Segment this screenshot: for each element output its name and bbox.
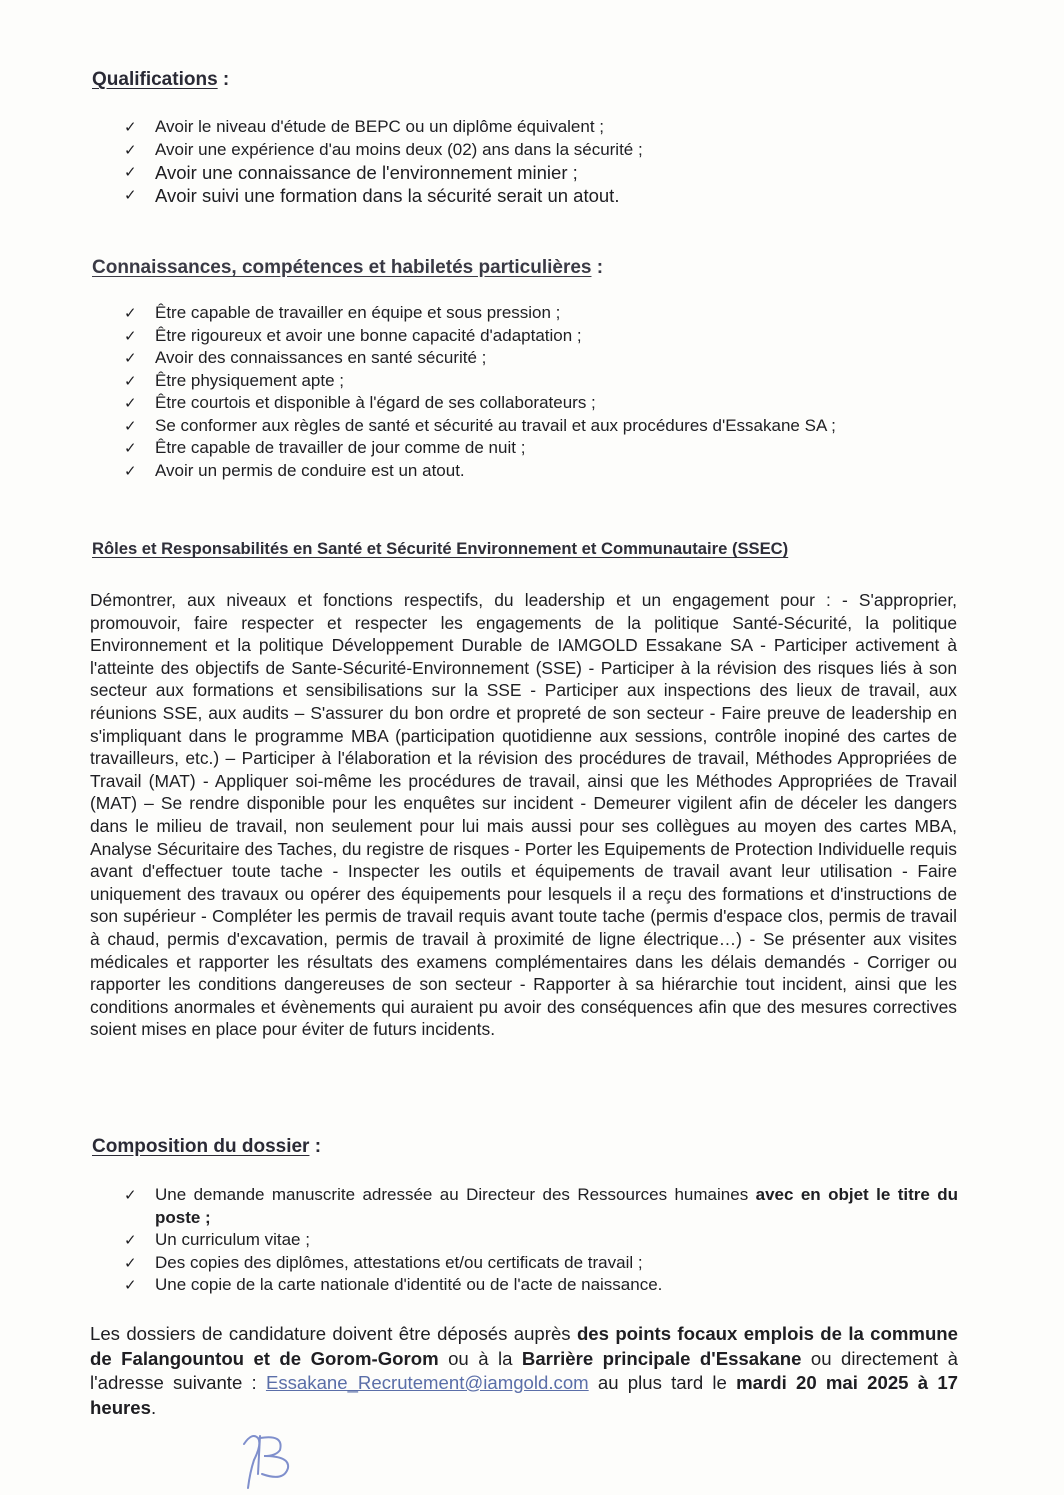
list-item: ✓ Être rigoureux et avoir une bonne capacité d'adaptation ; <box>124 325 836 348</box>
recruitment-email-link[interactable]: Essakane_Recrutement@iamgold.com <box>265 1372 589 1393</box>
checkmark-icon: ✓ <box>124 394 137 412</box>
list-item: ✓ Des copies des diplômes, attestations et/ou certificats de travail ; <box>124 1252 958 1275</box>
dossier-heading: Composition du dossier : <box>92 1136 322 1157</box>
handwritten-initials-icon <box>238 1430 308 1492</box>
checkmark-icon: ✓ <box>124 326 137 345</box>
list-item: ✓ Avoir une expérience d'au moins deux (02) ans dans la sécurité ; <box>124 139 643 162</box>
checkmark-icon: ✓ <box>124 163 137 181</box>
checkmark-icon: ✓ <box>124 461 137 480</box>
checkmark-icon: ✓ <box>124 140 137 159</box>
list-item: ✓ Avoir suivi une formation dans la sécurité serait un atout. <box>124 185 620 206</box>
checkmark-icon: ✓ <box>124 1231 137 1249</box>
list-item: ✓ Avoir un permis de conduire est un atout. <box>124 460 836 483</box>
qualifications-heading: Qualifications : <box>92 69 230 90</box>
list-item: ✓ Être physiquement apte ; <box>124 370 836 393</box>
list-item: ✓ Se conformer aux règles de santé et sécurité au travail et aux procédures d'Essakane SA ; <box>124 415 836 438</box>
checkmark-icon: ✓ <box>124 186 137 204</box>
qualifications-list <box>124 116 643 161</box>
list-item: ✓ Un curriculum vitae ; <box>124 1229 958 1252</box>
list-item: ✓ Avoir une connaissance de l'environnement minier ; <box>124 162 578 183</box>
checkmark-icon: ✓ <box>124 304 137 322</box>
list-item: ✓ Être capable de travailler en équipe et sous pression ; <box>124 302 836 325</box>
qualifications-list-continued <box>124 161 619 207</box>
closing-paragraph: Les dossiers de candidature doivent être déposés auprès des points focaux emplois de la commune de Falangountou et de Gorom-Gorom ou à la Barrière principale d'Essakane ou directement à l'adresse suivante : Essakane_Recrutement@iamgold.com au plus tard le mardi 20 mai 2025 à 17 heures. <box>90 1323 959 1418</box>
checkmark-icon: ✓ <box>124 371 137 390</box>
list-item: ✓ Être capable de travailler de jour comme de nuit ; <box>124 437 836 460</box>
list-item: ✓ Une demande manuscrite adressée au Directeur des Ressources humaines avec en objet le titre du poste ; <box>124 1185 958 1227</box>
checkmark-icon: ✓ <box>124 1253 137 1272</box>
checkmark-icon: ✓ <box>124 416 137 435</box>
checkmark-icon: ✓ <box>124 349 137 367</box>
competences-heading: Connaissances, compétences et habiletés particulières : <box>92 257 604 278</box>
checkmark-icon: ✓ <box>124 1186 137 1204</box>
list-item: ✓ Avoir des connaissances en santé sécurité ; <box>124 347 836 370</box>
list-item: ✓ Une copie de la carte nationale d'identité ou de l'acte de naissance. <box>124 1274 958 1297</box>
competences-list <box>124 302 836 482</box>
list-item: ✓ Avoir le niveau d'étude de BEPC ou un diplôme équivalent ; <box>124 116 643 139</box>
checkmark-icon: ✓ <box>124 439 137 457</box>
dossier-list <box>124 1184 958 1297</box>
ssec-paragraph: Démontrer, aux niveaux et fonctions respectifs, du leadership et un engagement pour : - S'approprier, promouvoir, faire respecter et respecter les engagements de la politique Santé-Sécurité, la politique Environnement et la politique Développement Durable de IAMGOLD Essakane SA - Participer activement à l'atteinte des objectifs de Sante-Sécurité-Environnement (SSE) - Participer à la révision des risques liés à son secteur aux formations et sensibilisations sur la SSE - Participer aux inspections des lieux de travail, aux réunions SSE, aux audits – S'assurer du bon ordre et propreté de son secteur - Faire preuve de leadership en s'impliquant dans le programme MBA (participation quotidienne aux sessions, contrôle inopiné des cartes de travailleurs, etc.) – Participer à l'élaboration et la révision des procédures de travail, Méthodes Appropriées de Travail (MAT) - Appliquer soi-même les procédures de travail, ainsi que les Méthodes Appropriées de Travail (MAT) – Se rendre disponible pour les enquêtes sur incident - Demeurer vigilent afin de déceler les dangers dans le milieu de travail, non seulement pour lui mais aussi pour ses collègues au moyen des cartes MBA, Analyse Sécuritaire des Taches, du registre de risques - Porter les Equipements de Protection Individuelle requis avant d'effectuer toute tache - Inspecter les outils et équipements de travail avant leur utilisation - Faire uniquement des travaux ou opérer des équipements pour lesquels il a reçu des formations et d'instructions de son supérieur - Compléter les permis de travail requis avant toute tache (permis d'espace clos, permis de travail à chaud, permis d'excavation, permis de travail à proximité de ligne électrique…) - Se présenter aux visites médicales et rapporter les résultats des examens complémentaires dans les délais demandés - Corriger ou rapporter les conditions dangereuses de son secteur - Rapporter à sa hiérarchie tout incident, ainsi que les conditions anormales et évènements qui auraient pu avoir des conséquences afin que des mesures correctives soient mises en place pour éviter de futurs incidents. <box>90 590 957 1040</box>
checkmark-icon: ✓ <box>124 1276 137 1294</box>
list-item: ✓ Être courtois et disponible à l'égard de ses collaborateurs ; <box>124 392 836 415</box>
ssec-heading: Rôles et Responsabilités en Santé et Sécurité Environnement et Communautaire (SSEC) <box>92 539 789 558</box>
checkmark-icon: ✓ <box>124 118 137 136</box>
